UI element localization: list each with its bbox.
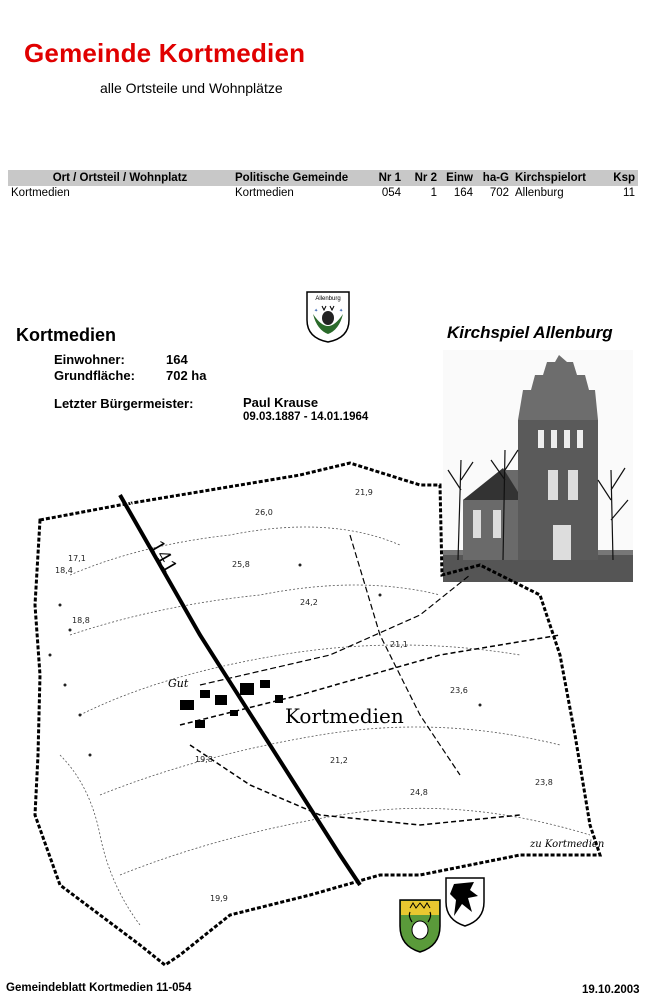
height-label: 25,8 — [232, 560, 250, 569]
col-header-gemeinde: Politische Gemeinde — [232, 170, 368, 186]
crest-text: Allenburg — [315, 296, 341, 302]
height-label: 21,9 — [355, 488, 373, 497]
village-label: Kortmedien — [285, 704, 404, 728]
topographic-map — [0, 455, 650, 975]
mayor-name: Paul Krause — [243, 395, 319, 410]
height-label: 24,2 — [300, 598, 318, 607]
place-name: Kortmedien — [16, 325, 117, 345]
road-number-label: 141 — [145, 537, 182, 578]
gut-label: Gut — [168, 677, 189, 690]
flaeche-value: 702 ha — [166, 368, 207, 383]
cell-kirchspielort: Allenburg — [515, 187, 564, 199]
height-label: 18,8 — [72, 616, 90, 625]
col-header-nr2: Nr 2 — [404, 170, 440, 186]
footer-date: 19.10.2003 — [582, 984, 640, 996]
height-label: 23,6 — [450, 686, 468, 695]
height-label: 18,4 — [55, 566, 73, 575]
page-title: Gemeinde Kortmedien — [24, 38, 306, 68]
cell-gemeinde: Kortmedien — [235, 187, 294, 199]
village-crest-icon — [398, 898, 442, 954]
cell-ort: Kortmedien — [11, 187, 70, 199]
col-header-ort: Ort / Ortsteil / Wohnplatz — [8, 170, 232, 186]
height-label: 21,2 — [330, 756, 348, 765]
cell-nr1: 054 — [381, 187, 401, 199]
allenburg-crest-icon — [305, 290, 351, 344]
height-label: 19,9 — [210, 894, 228, 903]
einwohner-value: 164 — [166, 352, 188, 367]
direction-label: zu Kortmedien — [530, 839, 605, 850]
district-crest-icon — [444, 876, 486, 928]
cell-einw: 164 — [453, 187, 473, 199]
col-header-ha: ha-G — [476, 170, 512, 186]
table-row — [8, 186, 638, 200]
footer-left: Gemeindeblatt Kortmedien 11-054 — [6, 982, 192, 994]
einwohner-label: Einwohner: — [54, 352, 125, 367]
height-label: 23,8 — [535, 778, 553, 787]
flaeche-label: Grundfläche: — [54, 368, 135, 383]
col-header-einw: Einw — [440, 170, 476, 186]
kirchspiel-title: Kirchspiel Allenburg — [447, 323, 613, 342]
svg-text:✦: ✦ — [339, 308, 344, 314]
height-label: 19,8 — [195, 755, 213, 764]
col-header-kirchspielort: Kirchspielort — [512, 170, 608, 186]
height-label: 17,1 — [68, 554, 86, 563]
mayor-dates: 09.03.1887 - 14.01.1964 — [243, 411, 369, 423]
cell-nr2: 1 — [430, 187, 437, 199]
height-label: 21,1 — [390, 640, 408, 649]
cell-ksp: 11 — [623, 187, 635, 199]
svg-text:✦: ✦ — [314, 308, 319, 314]
mayor-label: Letzter Bürgermeister: — [54, 396, 194, 411]
height-label: 26,0 — [255, 508, 273, 517]
cell-ha: 702 — [489, 187, 509, 199]
table-header-row — [8, 170, 638, 186]
height-label: 24,8 — [410, 788, 428, 797]
places-table — [8, 170, 638, 200]
col-header-nr1: Nr 1 — [368, 170, 404, 186]
col-header-ksp: Ksp — [608, 170, 638, 186]
page-subtitle: alle Ortsteile und Wohnplätze — [100, 80, 283, 96]
place-stats — [54, 352, 206, 384]
